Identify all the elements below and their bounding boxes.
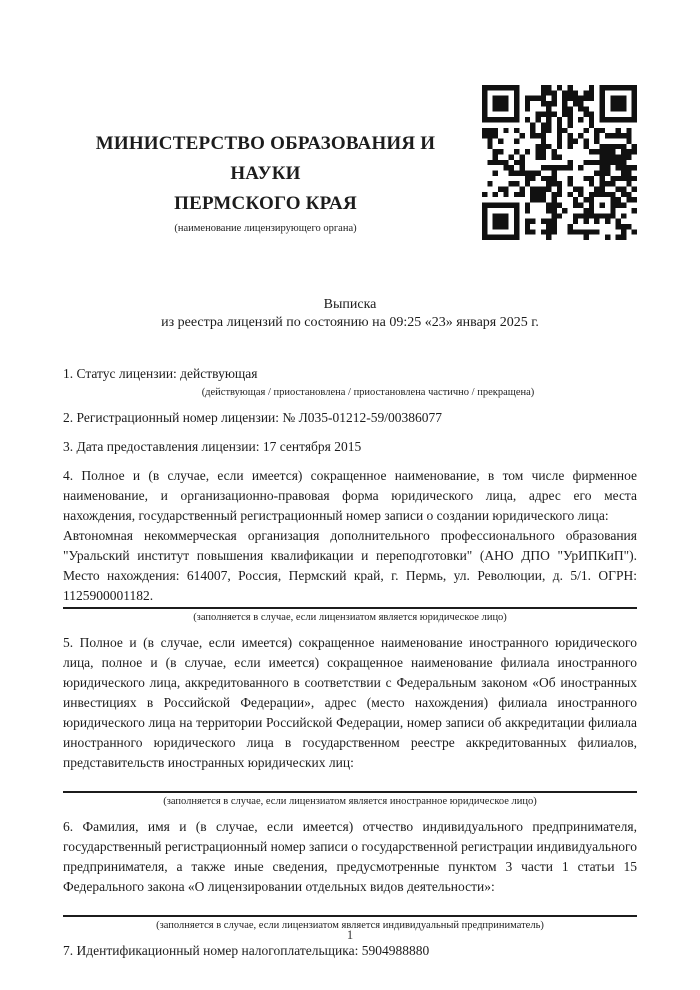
item-individual-entrepreneur [63,817,637,932]
org-name-line1: МИНИСТЕРСТВО ОБРАЗОВАНИЯ И НАУКИ [95,133,436,184]
document-title [63,296,637,332]
document-title-line2: из реестра лицензий по состоянию на 09:25 «23» января 2025 г. [161,315,539,330]
items-list [63,364,637,961]
org-name-line2: ПЕРМСКОГО КРАЯ [174,193,357,214]
item-registration-number [63,408,637,428]
item-legal-entity [63,466,637,624]
item-foreign-entity [63,633,637,808]
qr-code-icon [482,85,637,240]
org-name-caption: (наименование лицензирующего органа) [174,223,357,234]
page-number: 1 [346,928,354,942]
item-taxpayer-number [63,941,637,961]
licensing-authority-block [63,85,482,234]
item-individual-entrepreneur-text: 6. Фамилия, имя и (в случае, если имеется) отчество индивидуального предпринимателя, государственный регистрационный номер записи о государственной регистрации индивидуального предпринимателя, а также иные сведения, предусмотренные пунктом 3 части 1 статьи 15 Федерального закона «О лицензировании отдельных видов деятельности»: [63,819,637,894]
item-individual-entrepreneur-caption: (заполняется в случае, если лицензиатом является индивидуальный предприниматель) [156,920,544,931]
item-license-date-text: 3. Дата предоставления лицензии: 17 сентября 2015 [63,439,362,454]
item-registration-number-text: 2. Регистрационный номер лицензии: № Л035-01212-59/00386077 [63,410,443,425]
item-license-date [63,437,637,457]
document-title-line1: Выписка [323,297,377,312]
item-license-status-text: 1. Статус лицензии: действующая [63,366,258,381]
item-legal-entity-value: Автономная некоммерческая организация дополнительного профессионального образования "Уральский институт повышения квалификации и переподготовки" (АНО ДПО "УрИПКиП"). Место нахождения: 614007, Россия, Пермский край, г. Пермь, ул. Революции, д. 5/1. ОГРН: 1125900001182. [63,528,637,603]
item-license-status-caption: (действующая / приостановлена / приостановлена частично / прекращена) [201,387,535,398]
item-license-status [63,364,637,399]
fill-line [63,607,637,609]
item-foreign-entity-caption: (заполняется в случае, если лицензиатом является иностранное юридическое лицо) [163,796,537,807]
item-foreign-entity-text: 5. Полное и (в случае, если имеется) сокращенное наименование иностранного юридического лица, полное и (в случае, если имеется) сокращенное наименование филиала иностранного юридического лица, аккредитованного в соответствии с Федеральным законом «Об иностранных инвестициях в Российской Федерации», адрес (место нахождения) филиала иностранного юридического лица на территории Российской Федерации, номер записи об аккредитации филиала иностранного юридического лица в государственном реестре аккредитованных филиалов, представительств иностранных юридических лиц: [63,635,637,770]
document-header [63,85,637,240]
item-taxpayer-number-text: 7. Идентификационный номер налогоплательщика: 5904988880 [63,943,430,958]
blank-fill-line [63,901,637,917]
item-legal-entity-caption: (заполняется в случае, если лицензиатом является юридическое лицо) [193,612,507,623]
blank-fill-line [63,777,637,793]
item-legal-entity-text: 4. Полное и (в случае, если имеется) сокращенное наименование, в том числе фирменное наименование, и организационно-правовая форма юридического лица, адрес его места нахождения, государственный регистрационный номер записи о создании юридического лица: [63,468,637,523]
